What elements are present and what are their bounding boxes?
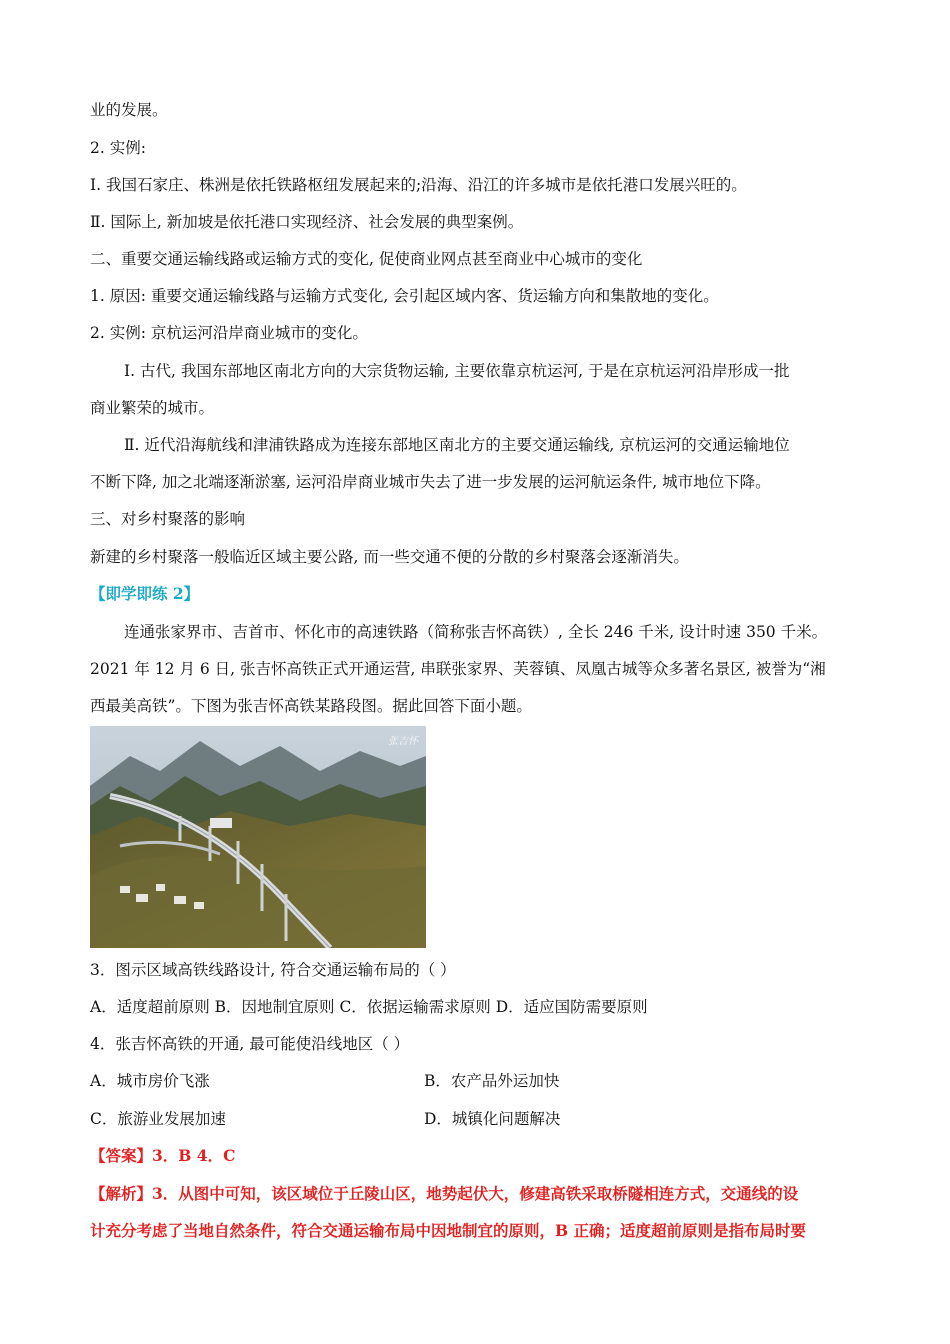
exercise-para-3: 西最美高铁”。下图为张吉怀高铁某路段图。据此回答下面小题。 (90, 697, 532, 715)
question-4-stem: 4．张吉怀高铁的开通, 最可能使沿线地区（ ） (90, 1035, 410, 1053)
text-line-2: Ⅰ. 我国石家庄、株洲是依托铁路枢纽发展起来的;沿海、沿江的许多城市是依托港口发展兴旺的。 (90, 176, 747, 194)
railway-photo (90, 726, 426, 948)
question-4-option-c: C．旅游业发展加速 (90, 1110, 226, 1128)
question-4-option-a: A．城市房价飞涨 (90, 1072, 210, 1090)
exercise-para-1: 连通张家界市、吉首市、怀化市的高速铁路（简称张吉怀高铁）, 全长 246 千米, 设计时速 350 千米。 (124, 623, 828, 641)
answer-line: 【答案】3．B 4．C (90, 1146, 236, 1165)
text-line-3: Ⅱ. 国际上, 新加坡是依托港口实现经济、社会发展的典型案例。 (90, 213, 524, 231)
section-heading-2: 二、重要交通运输线路或运输方式的变化, 促使商业网点甚至商业中心城市的变化 (90, 250, 643, 268)
exercise-heading: 【即学即练 2】 (90, 584, 200, 603)
text-line-6: 2. 实例: 京杭运河沿岸商业城市的变化。 (90, 324, 368, 342)
text-line-9: Ⅱ. 近代沿海航线和津浦铁路成为连接东部地区南北方的主要交通运输线, 京杭运河的交通运输地位 (124, 436, 790, 454)
text-line-7: Ⅰ. 古代, 我国东部地区南北方向的大宗货物运输, 主要依靠京杭运河, 于是在京杭运河沿岸形成一批 (124, 362, 790, 380)
text-line-10: 不断下降, 加之北端逐渐淤塞, 运河沿岸商业城市失去了进一步发展的运河航运条件, 城市地位下降。 (90, 473, 771, 491)
text-line-0: 业的发展。 (90, 101, 168, 119)
analysis-line-2: 计充分考虑了当地自然条件，符合交通运输布局中因地制宜的原则，B 正确；适度超前原则是指布局时要 (90, 1221, 807, 1240)
question-3-stem: 3．图示区域高铁线路设计, 符合交通运输布局的（ ） (90, 961, 456, 979)
text-line-12: 新建的乡村聚落一般临近区域主要公路, 而一些交通不便的分散的乡村聚落会逐渐消失。 (90, 548, 689, 566)
analysis-line-1: 【解析】3．从图中可知，该区域位于丘陵山区，地势起伏大，修建高铁采取桥隧相连方式，交通线的设 (90, 1184, 799, 1203)
text-line-5: 1. 原因: 重要交通运输线路与运输方式变化, 会引起区域内客、货运输方向和集散地的变化。 (90, 287, 719, 305)
section-heading-3: 三、对乡村聚落的影响 (90, 510, 246, 528)
photo-watermark: 张吉怀 (388, 736, 418, 747)
question-3-options: A．适度超前原则 B．因地制宜原则 C．依据运输需求原则 D．适应国防需要原则 (90, 998, 648, 1016)
question-4-option-d: D．城镇化问题解决 (424, 1110, 561, 1128)
question-4-option-b: B．农产品外运加快 (424, 1072, 560, 1090)
text-line-8: 商业繁荣的城市。 (90, 399, 215, 417)
railway-photo-illustration (90, 726, 426, 948)
text-line-1: 2. 实例: (90, 139, 146, 157)
exercise-para-2: 2021 年 12 月 6 日, 张吉怀高铁正式开通运营, 串联张家界、芙蓉镇、凤凰古城等众多著名景区, 被誉为“湘 (90, 660, 826, 678)
